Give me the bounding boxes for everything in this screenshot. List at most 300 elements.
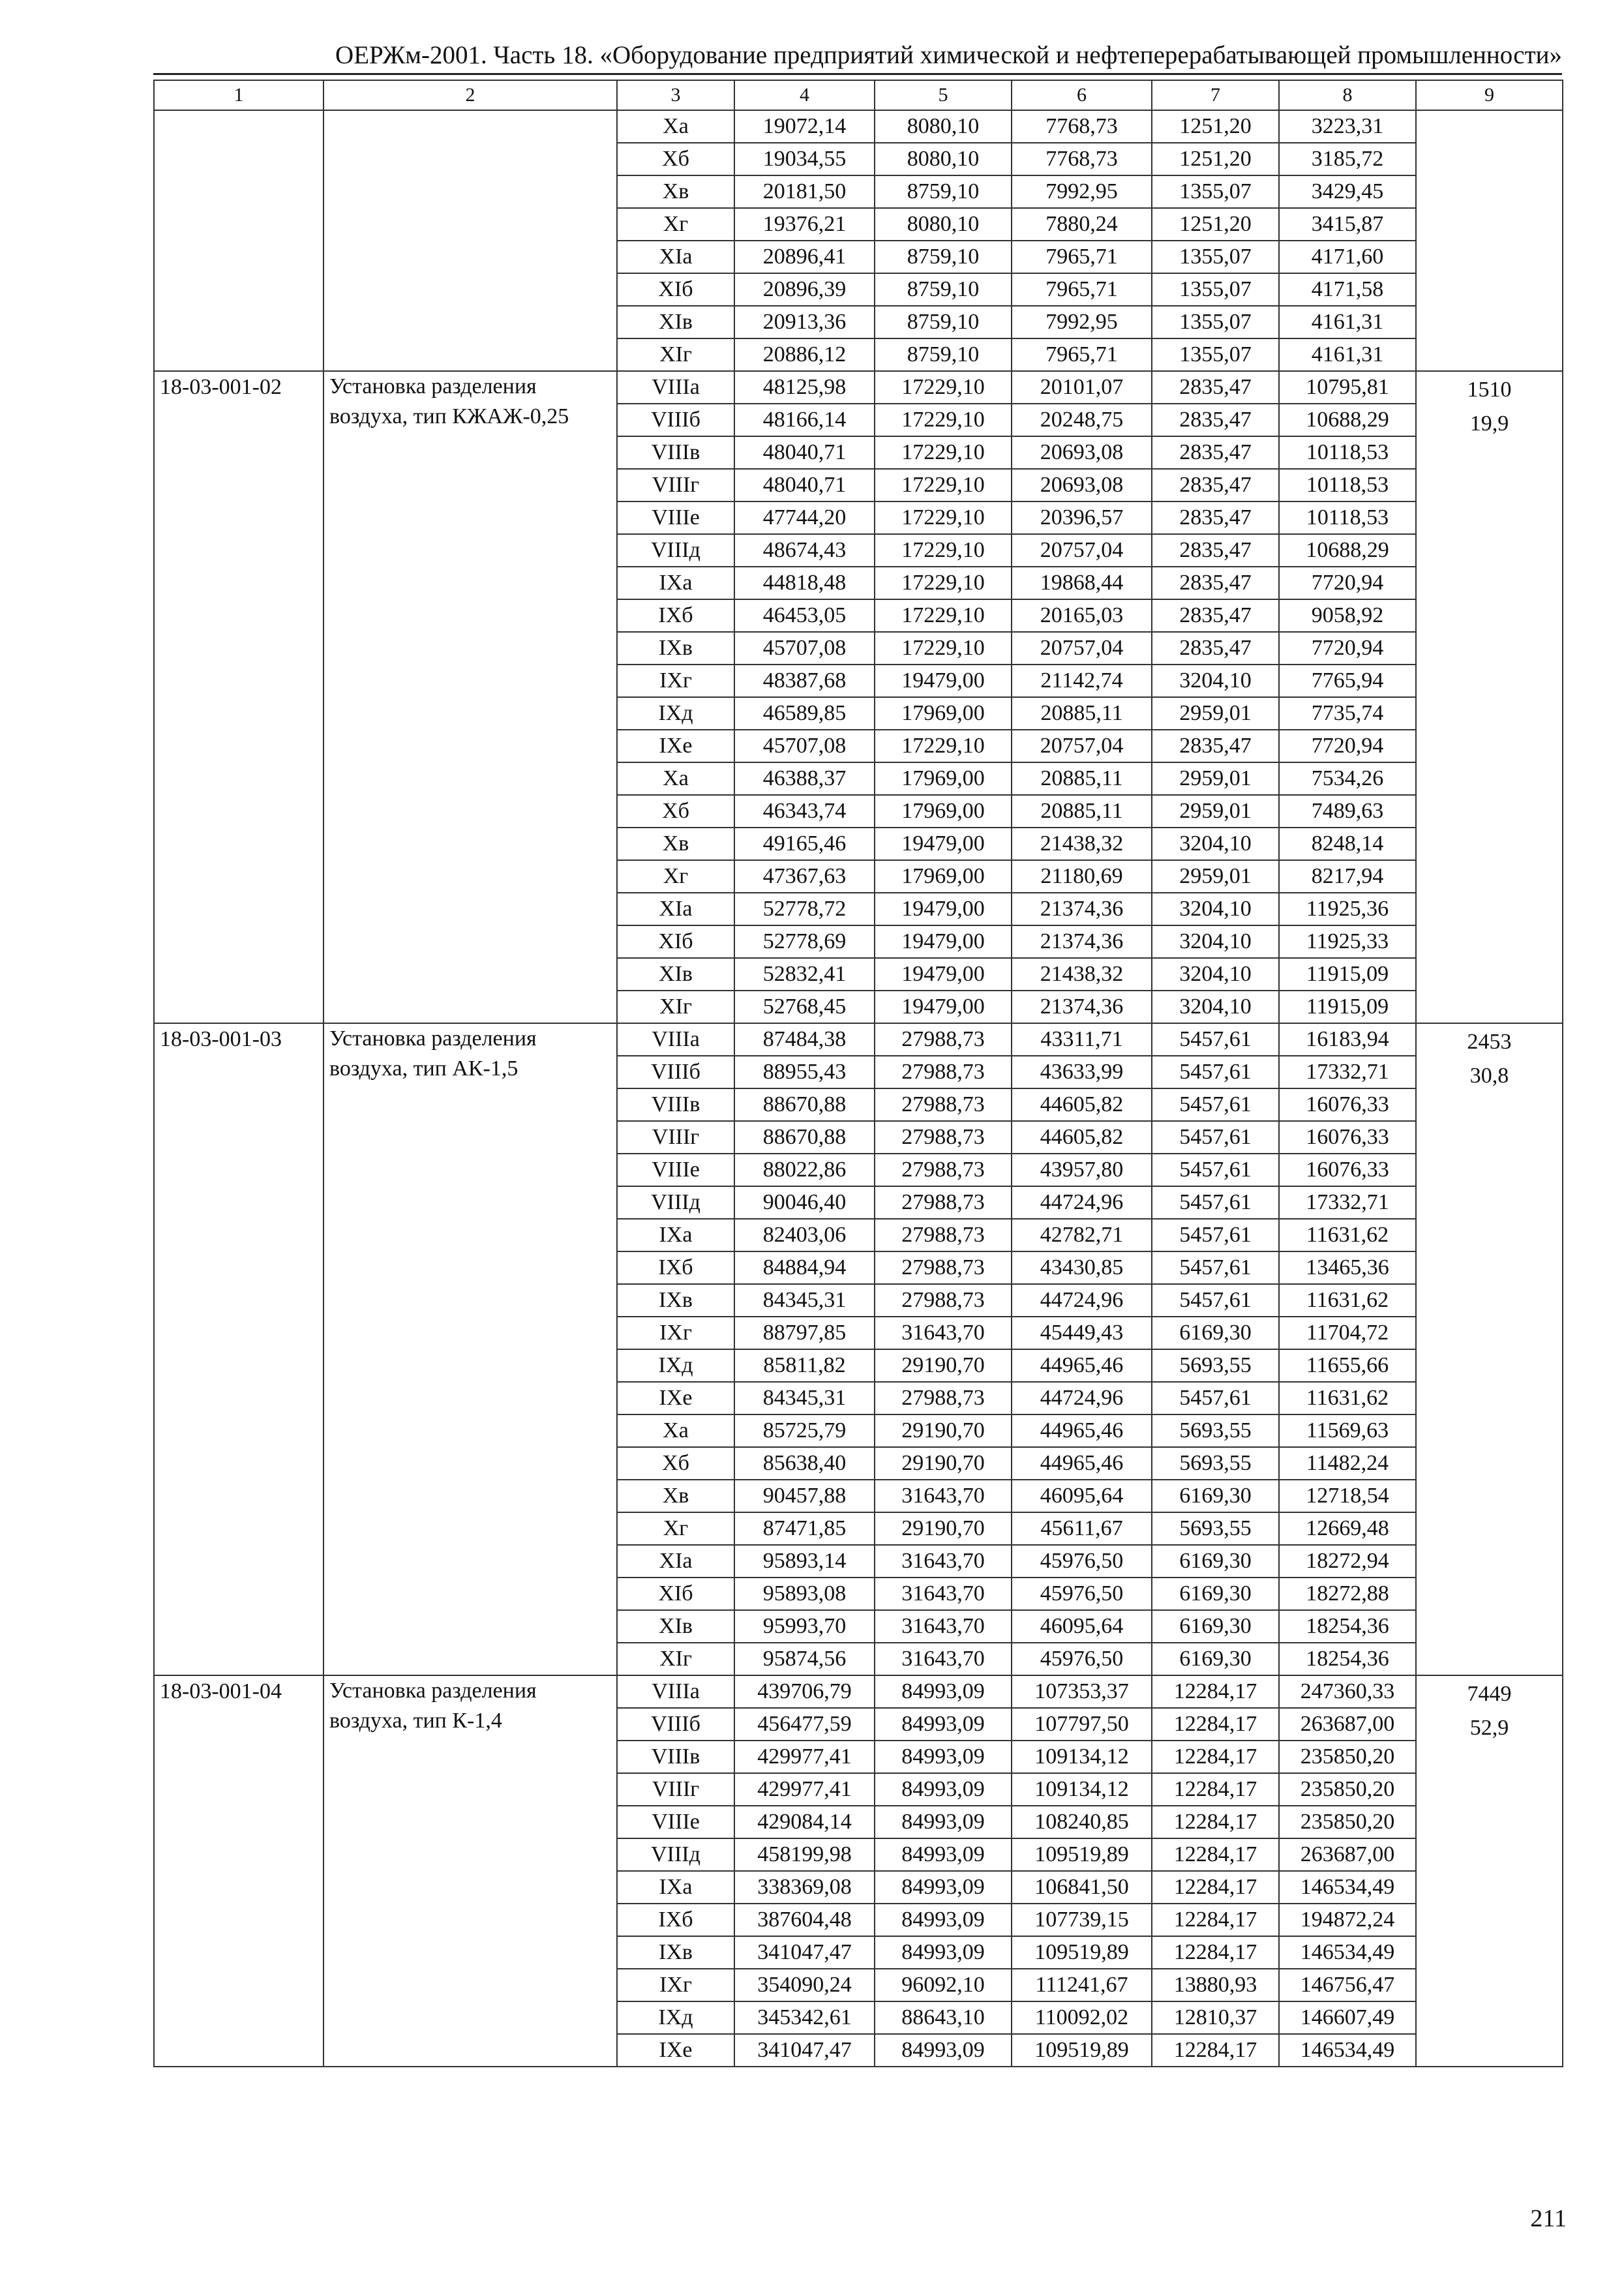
value-cell: 48125,98 [734, 371, 875, 404]
value-cell: 52832,41 [734, 958, 875, 991]
variant-cell: Хг [617, 1512, 734, 1545]
value-cell: 19034,55 [734, 143, 875, 175]
rate-code [154, 110, 323, 371]
value-cell: 17229,10 [875, 534, 1012, 567]
variant-cell: VIIIв [617, 436, 734, 469]
value-cell: 17229,10 [875, 599, 1012, 632]
variant-cell: IХб [617, 1251, 734, 1284]
value-cell: 87471,85 [734, 1512, 875, 1545]
value-cell: 21438,32 [1012, 958, 1152, 991]
value-cell: 8759,10 [875, 338, 1012, 371]
variant-cell: Хб [617, 143, 734, 175]
variant-cell: ХIг [617, 338, 734, 371]
variant-cell: Хг [617, 208, 734, 241]
value-cell: 12669,48 [1279, 1512, 1416, 1545]
value-cell: 20693,08 [1012, 469, 1152, 501]
value-cell: 7489,63 [1279, 795, 1416, 828]
labor-cost: 2453 [1467, 1030, 1512, 1054]
value-cell: 263687,00 [1279, 1838, 1416, 1871]
value-cell: 7768,73 [1012, 143, 1152, 175]
value-cell: 95874,56 [734, 1643, 875, 1675]
value-cell: 17229,10 [875, 501, 1012, 534]
value-cell: 338369,08 [734, 1871, 875, 1904]
value-cell: 2835,47 [1152, 567, 1279, 599]
value-cell: 7965,71 [1012, 338, 1152, 371]
value-cell: 88955,43 [734, 1056, 875, 1088]
value-cell: 1251,20 [1152, 208, 1279, 241]
value-cell: 20913,36 [734, 306, 875, 338]
value-cell: 90457,88 [734, 1480, 875, 1512]
variant-cell: Хв [617, 175, 734, 208]
variant-cell: VIIIе [617, 1806, 734, 1838]
value-cell: 27988,73 [875, 1088, 1012, 1121]
value-cell: 3185,72 [1279, 143, 1416, 175]
variant-cell: Хб [617, 795, 734, 828]
value-cell: 43957,80 [1012, 1154, 1152, 1186]
value-cell: 20885,11 [1012, 762, 1152, 795]
value-cell: 20165,03 [1012, 599, 1152, 632]
variant-cell: IХв [617, 1284, 734, 1317]
value-cell: 345342,61 [734, 2001, 875, 2034]
value-cell: 19479,00 [875, 828, 1012, 860]
value-cell: 31643,70 [875, 1643, 1012, 1675]
value-cell: 7720,94 [1279, 567, 1416, 599]
value-cell: 3223,31 [1279, 110, 1416, 143]
value-cell: 85811,82 [734, 1349, 875, 1382]
value-cell: 43633,99 [1012, 1056, 1152, 1088]
variant-cell: VIIIа [617, 1675, 734, 1708]
variant-cell: VIIIа [617, 1023, 734, 1056]
value-cell: 5457,61 [1152, 1382, 1279, 1414]
value-cell: 44605,82 [1012, 1088, 1152, 1121]
value-cell: 18272,94 [1279, 1545, 1416, 1578]
value-cell: 17229,10 [875, 567, 1012, 599]
value-cell: 12284,17 [1152, 1904, 1279, 1936]
value-cell: 8759,10 [875, 273, 1012, 306]
labor-cell [1416, 1675, 1563, 2067]
value-cell: 21374,36 [1012, 893, 1152, 925]
value-cell: 29190,70 [875, 1349, 1012, 1382]
value-cell: 2835,47 [1152, 599, 1279, 632]
column-number: 5 [875, 80, 1012, 110]
value-cell: 46095,64 [1012, 1480, 1152, 1512]
value-cell: 20885,11 [1012, 795, 1152, 828]
value-cell: 88670,88 [734, 1088, 875, 1121]
variant-cell: Ха [617, 762, 734, 795]
rates-table [153, 80, 1563, 2067]
value-cell: 11631,62 [1279, 1284, 1416, 1317]
column-number: 4 [734, 80, 875, 110]
value-cell: 31643,70 [875, 1578, 1012, 1610]
variant-cell: IХг [617, 1317, 734, 1349]
variant-cell: VIIIе [617, 1154, 734, 1186]
variant-cell: ХIв [617, 306, 734, 338]
variant-cell: IХе [617, 730, 734, 762]
value-cell: 235850,20 [1279, 1806, 1416, 1838]
value-cell: 11925,33 [1279, 925, 1416, 958]
value-cell: 12284,17 [1152, 1675, 1279, 1708]
value-cell: 7720,94 [1279, 632, 1416, 665]
variant-cell: IХб [617, 1904, 734, 1936]
value-cell: 2835,47 [1152, 469, 1279, 501]
value-cell: 2959,01 [1152, 762, 1279, 795]
value-cell: 7965,71 [1012, 241, 1152, 273]
value-cell: 17332,71 [1279, 1056, 1416, 1088]
value-cell: 20896,39 [734, 273, 875, 306]
value-cell: 109134,12 [1012, 1741, 1152, 1773]
column-number-row [154, 80, 1563, 110]
value-cell: 107797,50 [1012, 1708, 1152, 1741]
value-cell: 3204,10 [1152, 991, 1279, 1023]
variant-cell: Ха [617, 110, 734, 143]
value-cell: 247360,33 [1279, 1675, 1416, 1708]
variant-cell: ХIв [617, 958, 734, 991]
value-cell: 47744,20 [734, 501, 875, 534]
value-cell: 1251,20 [1152, 110, 1279, 143]
value-cell: 146534,49 [1279, 2034, 1416, 2067]
variant-cell: VIIIв [617, 1088, 734, 1121]
value-cell: 20248,75 [1012, 404, 1152, 436]
value-cell: 1355,07 [1152, 273, 1279, 306]
value-cell: 5457,61 [1152, 1154, 1279, 1186]
value-cell: 18272,88 [1279, 1578, 1416, 1610]
value-cell: 7992,95 [1012, 175, 1152, 208]
value-cell: 84993,09 [875, 1806, 1012, 1838]
value-cell: 16183,94 [1279, 1023, 1416, 1056]
value-cell: 20885,11 [1012, 697, 1152, 730]
value-cell: 20757,04 [1012, 730, 1152, 762]
value-cell: 31643,70 [875, 1317, 1012, 1349]
value-cell: 43430,85 [1012, 1251, 1152, 1284]
value-cell: 12284,17 [1152, 1708, 1279, 1741]
variant-cell: ХIг [617, 1643, 734, 1675]
value-cell: 235850,20 [1279, 1773, 1416, 1806]
value-cell: 11925,36 [1279, 893, 1416, 925]
equipment-name [323, 110, 617, 371]
value-cell: 46589,85 [734, 697, 875, 730]
value-cell: 31643,70 [875, 1610, 1012, 1643]
value-cell: 12284,17 [1152, 1741, 1279, 1773]
value-cell: 43311,71 [1012, 1023, 1152, 1056]
value-cell: 387604,48 [734, 1904, 875, 1936]
value-cell: 108240,85 [1012, 1806, 1152, 1838]
value-cell: 17229,10 [875, 371, 1012, 404]
value-cell: 48166,14 [734, 404, 875, 436]
value-cell: 17229,10 [875, 404, 1012, 436]
value-cell: 1355,07 [1152, 241, 1279, 273]
value-cell: 48040,71 [734, 436, 875, 469]
variant-cell: Хб [617, 1447, 734, 1480]
value-cell: 17969,00 [875, 762, 1012, 795]
value-cell: 95893,08 [734, 1578, 875, 1610]
variant-cell: ХIа [617, 893, 734, 925]
variant-cell: IХе [617, 2034, 734, 2067]
value-cell: 18254,36 [1279, 1610, 1416, 1643]
variant-cell: VIIIв [617, 1741, 734, 1773]
value-cell: 42782,71 [1012, 1219, 1152, 1251]
variant-cell: ХIв [617, 1610, 734, 1643]
value-cell: 12284,17 [1152, 1871, 1279, 1904]
value-cell: 84884,94 [734, 1251, 875, 1284]
value-cell: 88643,10 [875, 2001, 1012, 2034]
value-cell: 3204,10 [1152, 665, 1279, 697]
value-cell: 17229,10 [875, 632, 1012, 665]
value-cell: 12718,54 [1279, 1480, 1416, 1512]
value-cell: 5693,55 [1152, 1414, 1279, 1447]
value-cell: 8248,14 [1279, 828, 1416, 860]
value-cell: 6169,30 [1152, 1643, 1279, 1675]
value-cell: 8759,10 [875, 241, 1012, 273]
value-cell: 109519,89 [1012, 1838, 1152, 1871]
value-cell: 20757,04 [1012, 632, 1152, 665]
value-cell: 27988,73 [875, 1284, 1012, 1317]
value-cell: 9058,92 [1279, 599, 1416, 632]
labor-hours: 30,8 [1469, 1064, 1509, 1088]
value-cell: 7534,26 [1279, 762, 1416, 795]
value-cell: 44965,46 [1012, 1447, 1152, 1480]
value-cell: 84993,09 [875, 1871, 1012, 1904]
value-cell: 109519,89 [1012, 2034, 1152, 2067]
value-cell: 20396,57 [1012, 501, 1152, 534]
value-cell: 45707,08 [734, 730, 875, 762]
value-cell: 18254,36 [1279, 1643, 1416, 1675]
variant-cell: ХIб [617, 1578, 734, 1610]
value-cell: 7965,71 [1012, 273, 1152, 306]
value-cell: 88797,85 [734, 1317, 875, 1349]
value-cell: 1251,20 [1152, 143, 1279, 175]
value-cell: 82403,06 [734, 1219, 875, 1251]
value-cell: 107739,15 [1012, 1904, 1152, 1936]
value-cell: 5457,61 [1152, 1023, 1279, 1056]
variant-cell: VIIIд [617, 1186, 734, 1219]
value-cell: 84993,09 [875, 1675, 1012, 1708]
variant-cell: VIIIб [617, 1708, 734, 1741]
value-cell: 12284,17 [1152, 1806, 1279, 1838]
value-cell: 21142,74 [1012, 665, 1152, 697]
value-cell: 1355,07 [1152, 338, 1279, 371]
value-cell: 10118,53 [1279, 469, 1416, 501]
value-cell: 88022,86 [734, 1154, 875, 1186]
variant-cell: IХв [617, 632, 734, 665]
value-cell: 194872,24 [1279, 1904, 1416, 1936]
value-cell: 45707,08 [734, 632, 875, 665]
value-cell: 6169,30 [1152, 1317, 1279, 1349]
variant-cell: IХб [617, 599, 734, 632]
value-cell: 2835,47 [1152, 534, 1279, 567]
value-cell: 27988,73 [875, 1219, 1012, 1251]
value-cell: 17229,10 [875, 469, 1012, 501]
value-cell: 8080,10 [875, 110, 1012, 143]
column-number: 7 [1152, 80, 1279, 110]
value-cell: 84993,09 [875, 2034, 1012, 2067]
value-cell: 3204,10 [1152, 828, 1279, 860]
value-cell: 5693,55 [1152, 1512, 1279, 1545]
value-cell: 84993,09 [875, 1838, 1012, 1871]
value-cell: 429977,41 [734, 1773, 875, 1806]
value-cell: 48040,71 [734, 469, 875, 501]
value-cell: 19072,14 [734, 110, 875, 143]
value-cell: 1355,07 [1152, 175, 1279, 208]
variant-cell: VIIIб [617, 1056, 734, 1088]
value-cell: 20693,08 [1012, 436, 1152, 469]
equipment-name: Установка разделения воздуха, тип АК-1,5 [323, 1023, 617, 1675]
value-cell: 4171,58 [1279, 273, 1416, 306]
value-cell: 45976,50 [1012, 1545, 1152, 1578]
column-number: 2 [323, 80, 617, 110]
labor-cost: 7449 [1467, 1682, 1512, 1706]
value-cell: 44965,46 [1012, 1414, 1152, 1447]
value-cell: 11631,62 [1279, 1219, 1416, 1251]
value-cell: 16076,33 [1279, 1088, 1416, 1121]
value-cell: 458199,98 [734, 1838, 875, 1871]
value-cell: 31643,70 [875, 1480, 1012, 1512]
value-cell: 48674,43 [734, 534, 875, 567]
value-cell: 8080,10 [875, 143, 1012, 175]
variant-cell: IХа [617, 1219, 734, 1251]
value-cell: 1355,07 [1152, 306, 1279, 338]
variant-cell: VIIIе [617, 501, 734, 534]
value-cell: 146534,49 [1279, 1936, 1416, 1969]
value-cell: 46388,37 [734, 762, 875, 795]
value-cell: 2835,47 [1152, 371, 1279, 404]
labor-cell [1416, 371, 1563, 1023]
value-cell: 17969,00 [875, 860, 1012, 893]
column-number: 3 [617, 80, 734, 110]
value-cell: 106841,50 [1012, 1871, 1152, 1904]
value-cell: 429977,41 [734, 1741, 875, 1773]
value-cell: 12284,17 [1152, 1773, 1279, 1806]
value-cell: 52778,69 [734, 925, 875, 958]
value-cell: 31643,70 [875, 1545, 1012, 1578]
value-cell: 27988,73 [875, 1023, 1012, 1056]
variant-cell: IХг [617, 665, 734, 697]
value-cell: 2835,47 [1152, 501, 1279, 534]
value-cell: 11482,24 [1279, 1447, 1416, 1480]
value-cell: 6169,30 [1152, 1545, 1279, 1578]
equipment-name: Установка разделения воздуха, тип КЖАЖ-0,25 [323, 371, 617, 1023]
value-cell: 45976,50 [1012, 1643, 1152, 1675]
value-cell: 3204,10 [1152, 925, 1279, 958]
value-cell: 109519,89 [1012, 1936, 1152, 1969]
value-cell: 10795,81 [1279, 371, 1416, 404]
value-cell: 429084,14 [734, 1806, 875, 1838]
value-cell: 87484,38 [734, 1023, 875, 1056]
labor-hours: 52,9 [1469, 1716, 1509, 1740]
variant-cell: VIIIг [617, 1773, 734, 1806]
value-cell: 5693,55 [1152, 1349, 1279, 1382]
value-cell: 7735,74 [1279, 697, 1416, 730]
variant-cell: IХд [617, 1349, 734, 1382]
value-cell: 19376,21 [734, 208, 875, 241]
value-cell: 5693,55 [1152, 1447, 1279, 1480]
value-cell: 5457,61 [1152, 1219, 1279, 1251]
value-cell: 146607,49 [1279, 2001, 1416, 2034]
page-header: ОЕРЖм-2001. Часть 18. «Оборудование предприятий химической и нефтеперерабатывающей промышленности» [153, 40, 1562, 75]
value-cell: 84993,09 [875, 1741, 1012, 1773]
value-cell: 2835,47 [1152, 632, 1279, 665]
table-row [154, 371, 1563, 404]
value-cell: 11655,66 [1279, 1349, 1416, 1382]
value-cell: 11915,09 [1279, 991, 1416, 1023]
value-cell: 263687,00 [1279, 1708, 1416, 1741]
value-cell: 3429,45 [1279, 175, 1416, 208]
value-cell: 44724,96 [1012, 1186, 1152, 1219]
value-cell: 7765,94 [1279, 665, 1416, 697]
value-cell: 16076,33 [1279, 1154, 1416, 1186]
value-cell: 21374,36 [1012, 925, 1152, 958]
value-cell: 45611,67 [1012, 1512, 1152, 1545]
variant-cell: Ха [617, 1414, 734, 1447]
value-cell: 29190,70 [875, 1414, 1012, 1447]
value-cell: 20101,07 [1012, 371, 1152, 404]
value-cell: 85638,40 [734, 1447, 875, 1480]
value-cell: 20896,41 [734, 241, 875, 273]
value-cell: 2959,01 [1152, 860, 1279, 893]
value-cell: 29190,70 [875, 1512, 1012, 1545]
value-cell: 17969,00 [875, 795, 1012, 828]
value-cell: 13880,93 [1152, 1969, 1279, 2001]
value-cell: 2959,01 [1152, 697, 1279, 730]
variant-cell: IХг [617, 1969, 734, 2001]
value-cell: 84993,09 [875, 1708, 1012, 1741]
value-cell: 11631,62 [1279, 1382, 1416, 1414]
column-number: 6 [1012, 80, 1152, 110]
value-cell: 29190,70 [875, 1447, 1012, 1480]
value-cell: 439706,79 [734, 1675, 875, 1708]
column-number: 9 [1416, 80, 1563, 110]
value-cell: 46343,74 [734, 795, 875, 828]
variant-cell: VIIIд [617, 534, 734, 567]
variant-cell: IХа [617, 1871, 734, 1904]
value-cell: 20757,04 [1012, 534, 1152, 567]
value-cell: 95993,70 [734, 1610, 875, 1643]
rate-code: 18-03-001-03 [154, 1023, 323, 1675]
value-cell: 88670,88 [734, 1121, 875, 1154]
value-cell: 107353,37 [1012, 1675, 1152, 1708]
value-cell: 27988,73 [875, 1121, 1012, 1154]
value-cell: 456477,59 [734, 1708, 875, 1741]
value-cell: 5457,61 [1152, 1121, 1279, 1154]
variant-cell: VIIIа [617, 371, 734, 404]
value-cell: 341047,47 [734, 1936, 875, 1969]
value-cell: 21374,36 [1012, 991, 1152, 1023]
value-cell: 96092,10 [875, 1969, 1012, 2001]
value-cell: 6169,30 [1152, 1578, 1279, 1610]
value-cell: 8759,10 [875, 306, 1012, 338]
value-cell: 84993,09 [875, 1773, 1012, 1806]
value-cell: 19479,00 [875, 925, 1012, 958]
variant-cell: ХIа [617, 1545, 734, 1578]
value-cell: 20181,50 [734, 175, 875, 208]
column-number: 8 [1279, 80, 1416, 110]
value-cell: 8217,94 [1279, 860, 1416, 893]
value-cell: 90046,40 [734, 1186, 875, 1219]
value-cell: 5457,61 [1152, 1056, 1279, 1088]
value-cell: 111241,67 [1012, 1969, 1152, 2001]
value-cell: 2835,47 [1152, 404, 1279, 436]
value-cell: 27988,73 [875, 1251, 1012, 1284]
value-cell: 84993,09 [875, 1936, 1012, 1969]
value-cell: 11569,63 [1279, 1414, 1416, 1447]
value-cell: 2835,47 [1152, 730, 1279, 762]
value-cell: 17229,10 [875, 436, 1012, 469]
variant-cell: ХIб [617, 925, 734, 958]
value-cell: 354090,24 [734, 1969, 875, 2001]
value-cell: 7992,95 [1012, 306, 1152, 338]
rate-code: 18-03-001-02 [154, 371, 323, 1023]
value-cell: 27988,73 [875, 1382, 1012, 1414]
value-cell: 17969,00 [875, 697, 1012, 730]
